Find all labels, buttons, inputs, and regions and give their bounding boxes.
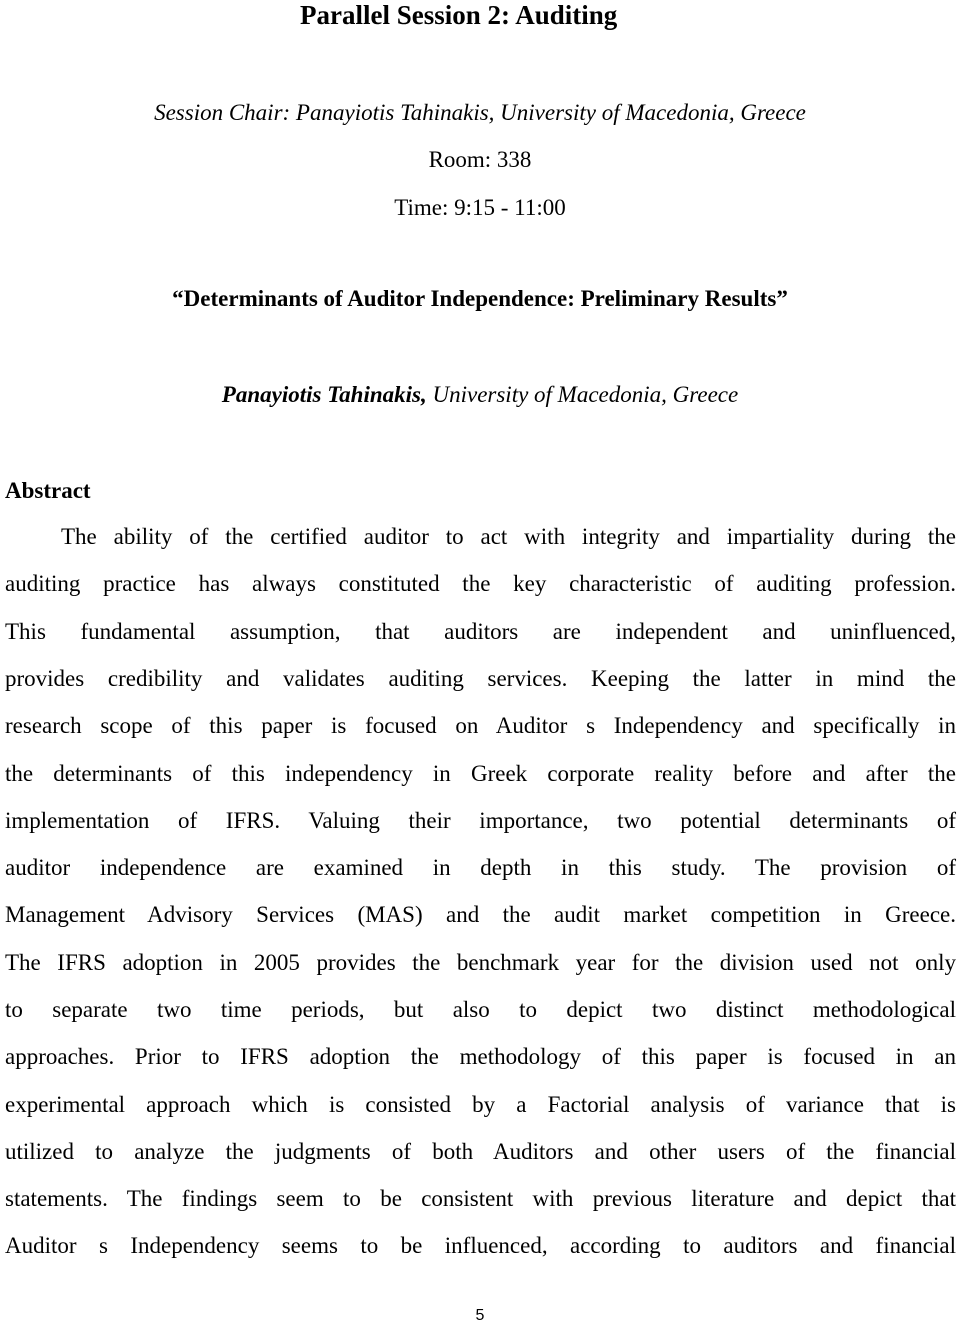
abstract-line: utilized to analyze the judgments of both Auditors and other users of the financial bbox=[5, 1139, 956, 1164]
abstract-line: This fundamental assumption, that auditors are independent and uninfluenced, bbox=[5, 619, 956, 644]
abstract-line: statements. The findings seem to be consistent with previous literature and depict that bbox=[5, 1186, 956, 1211]
paper-title: “Determinants of Auditor Independence: Preliminary Results” bbox=[172, 286, 788, 311]
abstract-line: implementation of IFRS. Valuing their importance, two potential determinants of bbox=[5, 808, 956, 833]
author-name: Panayiotis Tahinakis, bbox=[221, 382, 427, 407]
abstract-line: approaches. Prior to IFRS adoption the methodology of this paper is focused in an bbox=[5, 1044, 956, 1069]
abstract-line: provides credibility and validates auditing services. Keeping the latter in mind the bbox=[5, 666, 956, 691]
session-chair: Session Chair: Panayiotis Tahinakis, University of Macedonia, Greece bbox=[154, 100, 806, 125]
abstract-line: to separate two time periods, but also to depict two distinct methodological bbox=[5, 997, 956, 1022]
abstract-line: The ability of the certified auditor to act with integrity and impartiality during the bbox=[61, 524, 956, 549]
abstract-line: experimental approach which is consisted by a Factorial analysis of variance that is bbox=[5, 1092, 956, 1117]
page-number: 5 bbox=[475, 1307, 485, 1324]
time-label: Time: 9:15 - 11:00 bbox=[394, 195, 566, 220]
author-affiliation: University of Macedonia, Greece bbox=[426, 382, 739, 407]
abstract-line: auditor independence are examined in depth in this study. The provision of bbox=[5, 855, 956, 880]
session-title: Parallel Session 2: Auditing bbox=[300, 0, 618, 30]
abstract-line: Auditor s Independency seems to be influenced, according to auditors and financial bbox=[5, 1233, 956, 1258]
abstract-line: Management Advisory Services (MAS) and the audit market competition in Greece. bbox=[5, 902, 956, 927]
author-line bbox=[0, 383, 960, 406]
abstract-line: auditing practice has always constituted the key characteristic of auditing profession. bbox=[5, 571, 956, 596]
abstract-line: research scope of this paper is focused on Auditor s Independency and specifically in bbox=[5, 713, 956, 738]
room-label: Room: 338 bbox=[428, 147, 532, 172]
abstract-line: The IFRS adoption in 2005 provides the benchmark year for the division used not only bbox=[5, 950, 956, 975]
abstract-line: the determinants of this independency in Greek corporate reality before and after the bbox=[5, 761, 956, 786]
abstract-heading: Abstract bbox=[5, 478, 91, 503]
